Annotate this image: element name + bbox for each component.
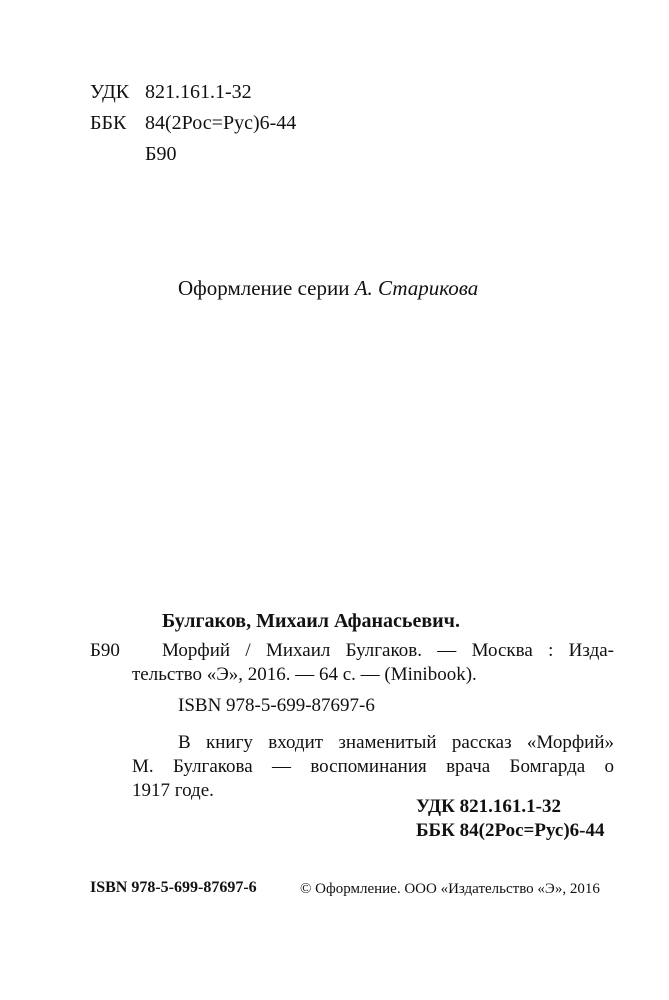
catalog-description-line-1: Морфий / Михаил Булгаков. — Москва : Изда- xyxy=(162,640,614,661)
catalog-annotation-line-1: В книгу входит знаменитый рассказ «Морфий» xyxy=(178,732,614,753)
catalog-bbk: ББК 84(2Рос=Рус)6-44 xyxy=(416,820,605,841)
catalog-author-heading: Булгаков, Михаил Афанасьевич. xyxy=(162,610,460,632)
catalog-annotation-line-2: М. Булгакова — воспоминания врача Бомгарда о xyxy=(132,756,614,777)
catalog-description-line-2: тельство «Э», 2016. — 64 с. — (Minibook). xyxy=(132,664,477,685)
catalog-annotation-line-3: 1917 годе. xyxy=(132,780,214,801)
series-design-label: Оформление серии xyxy=(178,276,350,300)
bbk-label: ББК xyxy=(90,112,127,134)
footer-isbn: ISBN 978-5-699-87697-6 xyxy=(90,879,257,896)
udk-value: 821.161.1-32 xyxy=(145,81,252,103)
series-design-credit xyxy=(178,275,478,301)
catalog-author-mark: Б90 xyxy=(90,640,120,661)
footer-copyright: © Оформление. ООО «Издательство «Э», 2016 xyxy=(300,881,600,897)
author-mark: Б90 xyxy=(145,143,177,165)
series-designer-name: А. Старикова xyxy=(354,276,479,300)
bbk-value: 84(2Рос=Рус)6-44 xyxy=(145,112,297,134)
catalog-udk: УДК 821.161.1-32 xyxy=(416,796,561,817)
catalog-isbn: ISBN 978-5-699-87697-6 xyxy=(178,695,375,716)
udk-label: УДК xyxy=(90,81,130,103)
